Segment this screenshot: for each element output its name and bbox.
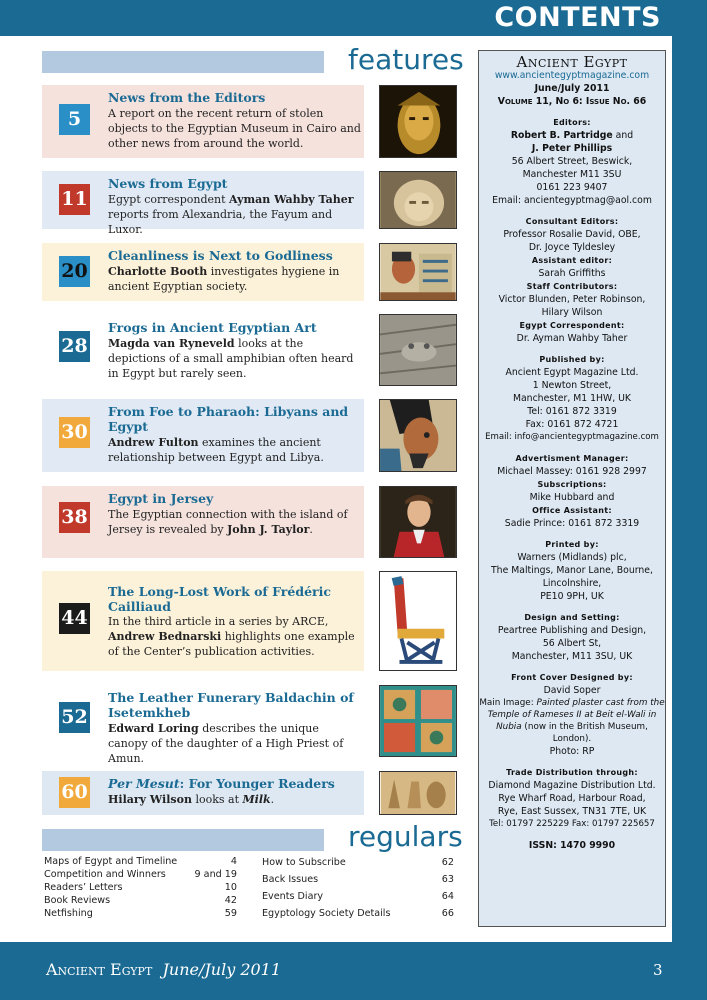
feature-item[interactable] xyxy=(42,571,364,671)
trade-line: Tel: 01797 225229 Fax: 01797 225657 xyxy=(489,819,655,829)
page-number: 3 xyxy=(653,961,663,979)
subscriptions-label: Subscriptions: xyxy=(537,480,607,489)
feature-title[interactable]: The Long-Lost Work of Frédéric Cailliaud xyxy=(108,584,331,614)
publisher-fax: Fax: 0161 872 4721 xyxy=(525,419,619,430)
publisher-label: Published by: xyxy=(539,355,605,364)
feature-item[interactable] xyxy=(42,171,364,236)
feature-title[interactable]: Per Mesut: For Younger Readers xyxy=(108,776,335,791)
assistant-name: Sarah Griffiths xyxy=(538,268,606,279)
feature-page-number: 11 xyxy=(59,184,90,215)
regular-item[interactable]: Competition and Winners 9 and 19 xyxy=(44,869,237,880)
feature-description: Egypt correspondent Ayman Wahby Taher reports from Alexandria, the Fayum and Luxor. xyxy=(108,193,354,236)
editors-name-2: J. Peter Phillips xyxy=(531,143,613,154)
publisher-email[interactable]: Email: info@ancientegyptmagazine.com xyxy=(485,432,659,442)
feature-description: Hilary Wilson looks at Milk. xyxy=(108,793,275,806)
features-bar xyxy=(42,51,324,73)
features-heading: features xyxy=(348,43,464,76)
footer-magazine-name: Ancient Egypt xyxy=(46,960,153,979)
feature-title[interactable]: Frogs in Ancient Egyptian Art xyxy=(108,320,317,335)
printer-line: The Maltings, Manor Lane, Bourne, xyxy=(491,565,653,576)
feature-page-number: 5 xyxy=(59,104,90,135)
masthead-title: Ancient Egypt xyxy=(516,53,628,71)
feature-item[interactable] xyxy=(42,243,364,301)
wall-painting-thumbnail xyxy=(379,243,457,301)
publisher-line: Ancient Egypt Magazine Ltd. xyxy=(505,367,639,378)
feature-item[interactable] xyxy=(42,771,364,815)
regular-item[interactable]: Maps of Egypt and Timeline 4 xyxy=(44,856,237,867)
publisher-line: 1 Newton Street, xyxy=(532,380,612,391)
feature-description: Magda van Ryneveld looks at the depictions of a small amphibian often heard in Egypt but rarely seen. xyxy=(108,337,354,380)
advert-label: Advertisment Manager: xyxy=(515,454,629,463)
contents-title: CONTENTS xyxy=(494,2,661,33)
footer-issue-date: June/July 2011 xyxy=(162,960,282,979)
masthead-sidebar xyxy=(478,50,666,927)
regulars-heading: regulars xyxy=(348,820,463,853)
office-label: Office Assistant: xyxy=(532,506,612,515)
feature-item[interactable] xyxy=(42,399,364,472)
feature-title[interactable]: News from Egypt xyxy=(108,176,228,191)
publisher-phone: Tel: 0161 872 3319 xyxy=(527,406,617,417)
libyan-figure-thumbnail xyxy=(379,399,457,472)
feature-title[interactable]: Cleanliness is Next to Godliness xyxy=(108,248,333,263)
editors-email[interactable]: Email: ancientegyptmag@aol.com xyxy=(492,195,652,206)
printer-label: Printed by: xyxy=(545,540,599,549)
consultant-label: Consultant Editors: xyxy=(525,217,619,226)
consultant-name: Dr. Joyce Tyldesley xyxy=(528,242,616,253)
baldachin-thumbnail xyxy=(379,685,457,757)
cover-designer: David Soper xyxy=(543,685,601,696)
regular-item[interactable]: Events Diary 64 xyxy=(262,891,454,902)
advert-contact: Michael Massey: 0161 928 2997 xyxy=(497,466,647,477)
assistant-label: Assistant editor: xyxy=(531,256,613,265)
consultant-name: Professor Rosalie David, OBE, xyxy=(503,229,641,240)
design-line: Peartree Publishing and Design, xyxy=(497,625,647,636)
feature-title[interactable]: Egypt in Jersey xyxy=(108,491,214,506)
feature-description: Charlotte Booth investigates hygiene in ancient Egyptian society. xyxy=(108,265,340,293)
feature-item[interactable] xyxy=(42,85,364,158)
relief-thumbnail xyxy=(379,771,457,815)
cover-photo-credit: Photo: RP xyxy=(549,746,595,757)
feature-page-number: 30 xyxy=(59,417,90,448)
design-line: 56 Albert St, xyxy=(542,638,602,649)
feature-item[interactable] xyxy=(42,685,364,765)
feature-page-number: 60 xyxy=(59,777,90,808)
statue-head-thumbnail xyxy=(379,171,457,229)
trade-line: Rye, East Sussex, TN31 7TE, UK xyxy=(497,806,647,817)
regular-item[interactable]: Book Reviews 42 xyxy=(44,895,237,906)
editors-address: Manchester M11 3SU xyxy=(522,169,622,180)
trade-line: Rye Wharf Road, Harbour Road, xyxy=(498,793,646,804)
correspondent-label: Egypt Correspondent: xyxy=(519,321,625,330)
publisher-line: Manchester, M1 1HW, UK xyxy=(512,393,632,404)
frog-relief-thumbnail xyxy=(379,314,457,386)
staff-label: Staff Contributors: xyxy=(526,282,618,291)
regular-item[interactable]: Back Issues 63 xyxy=(262,874,454,885)
feature-description: Andrew Fulton examines the ancient relationship between Egypt and Libya. xyxy=(108,436,324,464)
feature-page-number: 28 xyxy=(59,331,90,362)
staff-names: Hilary Wilson xyxy=(541,307,603,318)
regular-item[interactable]: Readers’ Letters 10 xyxy=(44,882,237,893)
printer-line: Lincolnshire, xyxy=(542,578,602,589)
regular-item[interactable]: Egyptology Society Details 66 xyxy=(262,908,454,919)
office-contact: Sadie Prince: 0161 872 3319 xyxy=(504,518,640,529)
portrait-thumbnail xyxy=(379,486,457,558)
regulars-bar xyxy=(42,829,324,851)
trade-line: Diamond Magazine Distribution Ltd. xyxy=(488,780,656,791)
printer-line: Warners (Midlands) plc, xyxy=(517,552,627,563)
footer-magazine xyxy=(46,960,281,979)
feature-description: A report on the recent return of stolen objects to the Egyptian Museum in Cairo and other news from around the world. xyxy=(108,107,361,150)
feature-title[interactable]: The Leather Funerary Baldachin of Isetemkheb xyxy=(108,690,354,720)
subscriptions-contact: Mike Hubbard and xyxy=(529,492,615,503)
volume-info: Volume 11, No 6: Issue No. 66 xyxy=(497,96,647,107)
gold-mask-thumbnail xyxy=(379,85,457,158)
feature-title[interactable]: From Foe to Pharaoh: Libyans and Egypt xyxy=(108,404,349,434)
cover-caption: Main Image: Painted plaster cast from the Temple of Rameses II at Beit el-Wali in Nubia (now in the British Museum, London). xyxy=(479,698,665,744)
magazine-url[interactable]: www.ancientegyptmagazine.com xyxy=(494,70,650,81)
printer-line: PE10 9PH, UK xyxy=(540,591,604,602)
cover-label: Front Cover Designed by: xyxy=(511,673,633,682)
right-border xyxy=(672,0,707,1000)
issue-date: June/July 2011 xyxy=(534,83,610,94)
regular-item[interactable]: How to Subscribe 62 xyxy=(262,857,454,868)
editors-address: 56 Albert Street, Beswick, xyxy=(511,156,633,167)
feature-page-number: 38 xyxy=(59,502,90,533)
editors-name-1: Robert B. Partridge and xyxy=(510,130,634,141)
feature-page-number: 52 xyxy=(59,702,90,733)
feature-item[interactable] xyxy=(42,315,364,385)
feature-title[interactable]: News from the Editors xyxy=(108,90,266,105)
feature-description: The Egyptian connection with the island of Jersey is revealed by John J. Taylor. xyxy=(108,508,348,536)
chair-illustration-thumbnail xyxy=(379,571,457,671)
feature-description: Edward Loring describes the unique canopy of the daughter of a High Priest of Amun. xyxy=(108,722,344,765)
editors-label: Editors: xyxy=(553,118,591,127)
trade-label: Trade Distribution through: xyxy=(506,768,638,777)
feature-item[interactable] xyxy=(42,486,364,558)
staff-names: Victor Blunden, Peter Robinson, xyxy=(498,294,646,305)
feature-page-number: 44 xyxy=(59,603,90,634)
design-line: Manchester, M11 3SU, UK xyxy=(511,651,633,662)
issn: ISSN: 1470 9990 xyxy=(528,840,616,851)
regular-item[interactable]: Netfishing 59 xyxy=(44,908,237,919)
feature-page-number: 20 xyxy=(59,256,90,287)
editors-phone: 0161 223 9407 xyxy=(536,182,608,193)
feature-description: In the third article in a series by ARCE, Andrew Bednarski highlights one example of the Center’s publication activities. xyxy=(108,615,355,658)
correspondent-name: Dr. Ayman Wahby Taher xyxy=(516,333,628,344)
design-label: Design and Setting: xyxy=(524,613,620,622)
